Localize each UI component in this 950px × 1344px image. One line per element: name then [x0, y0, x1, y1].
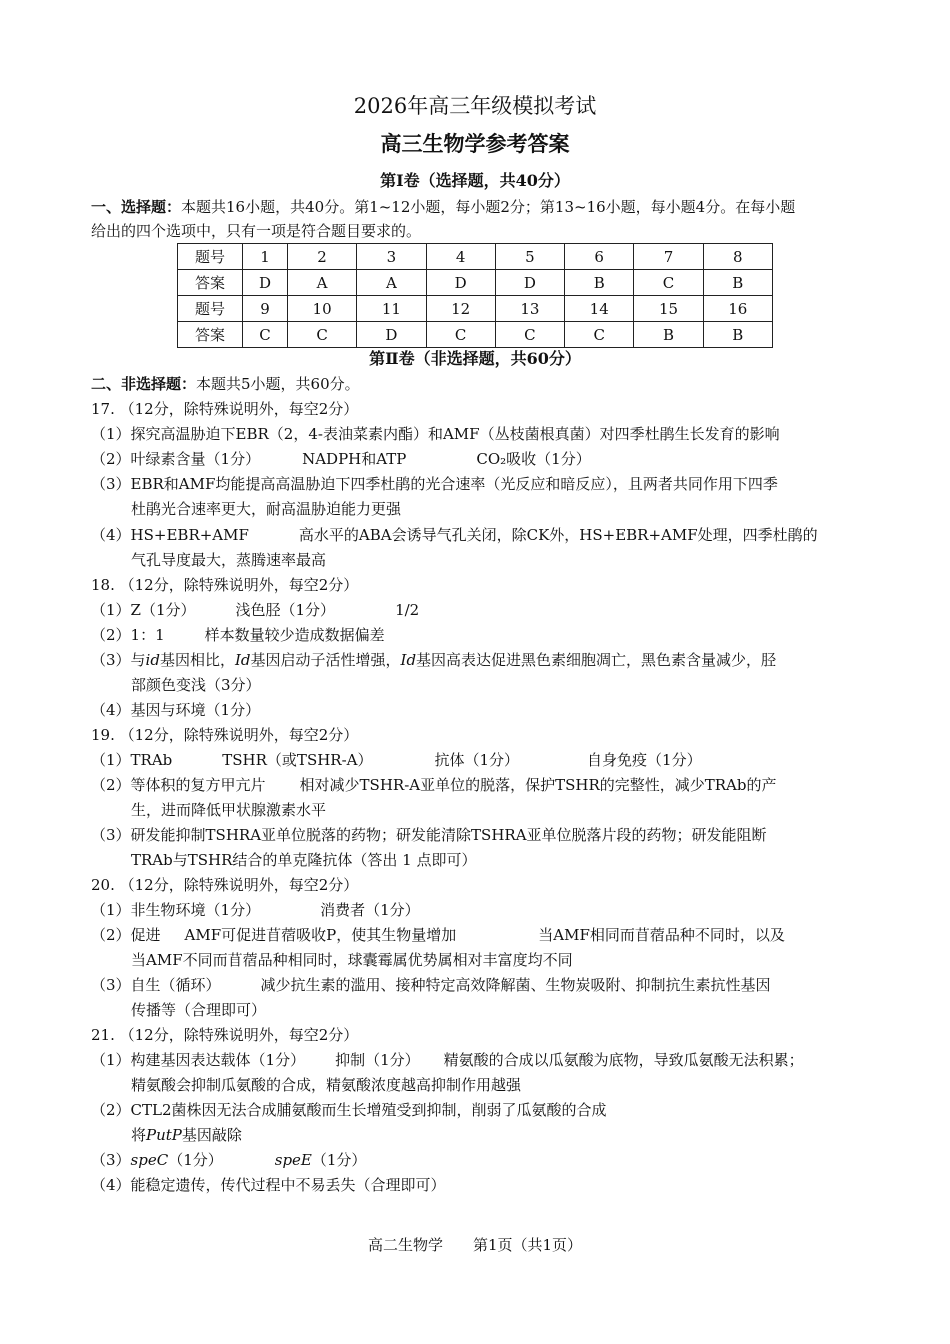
- q21-answer-1-part: 精氨酸的合成以瓜氨酸为底物，导致瓜氨酸无法积累；: [443, 1051, 804, 1069]
- q17-answer-3-line1: （3）EBR和AMF均能提高高温胁迫下四季杜鹃的光合速率（光反应和暗反应），且两者共同作用下四季: [91, 475, 778, 493]
- q17-answer-4-line2: 气孔导度最大，蒸腾速率最高: [131, 551, 327, 569]
- q18-text: 基因启动子活性增强，: [250, 651, 401, 669]
- table-cell: B: [703, 270, 772, 296]
- q18-text: （3）与: [91, 651, 146, 669]
- section1-line1: [91, 197, 795, 217]
- q19-answer-2-line2: 生，进而降低甲状腺激素水平: [131, 801, 327, 819]
- q21-answer-2-line1: （2）CTL2菌株因无法合成脯氨酸而生长增殖受到抑制，削弱了瓜氨酸的合成: [91, 1101, 607, 1119]
- q17-answer-2-part: （2）叶绿素含量（1分）: [91, 450, 261, 468]
- gene-PutP-italic: PutP: [146, 1126, 182, 1144]
- q17-answer-3-line2: 杜鹃光合速率更大，耐高温胁迫能力更强: [131, 500, 402, 518]
- q21-answer-4: （4）能稳定遗传，传代过程中不易丢失（合理即可）: [91, 1176, 446, 1194]
- table-cell: 12: [426, 296, 495, 322]
- table-row: [178, 244, 773, 270]
- table-cell: 7: [634, 244, 703, 270]
- q21-answer-2-line2: [131, 1125, 242, 1145]
- table-cell: C: [287, 322, 356, 348]
- answer-title: 高三生物学参考答案: [380, 131, 570, 156]
- section1-label: 一、选择题：: [91, 198, 182, 216]
- q20-answer-3-part: （3）自生（循环）: [91, 976, 221, 994]
- table-cell: B: [703, 322, 772, 348]
- q18-answer-2-part: 样本数量较少造成数据偏差: [204, 626, 385, 644]
- q19-answer-1-part: 自身免疫（1分）: [587, 751, 702, 769]
- q21-answer-1-line1: [91, 1050, 804, 1070]
- q20-answer-2-part: AMF可促进苜蓿吸收P，使其生物量增加: [184, 926, 457, 944]
- q18-head: 18. （12分，除特殊说明外，每空2分）: [91, 576, 359, 594]
- q20-answer-2-line2: 当AMF不同而苜蓿品种相同时，球囊霉属优势属相对丰富度均不同: [131, 951, 573, 969]
- q19-answer-2-line1: [91, 775, 777, 795]
- q19-answer-2-part: 相对减少TSHR-A亚单位的脱落，保护TSHR的完整性，减少TRAb的产: [299, 776, 777, 794]
- table-cell: A: [287, 270, 356, 296]
- q20-answer-1-part: （1）非生物环境（1分）: [91, 901, 261, 919]
- page-footer: 高二生物学 第1页（共1页）: [367, 1236, 583, 1254]
- q19-answer-1-part: （1）TRAb: [91, 751, 173, 769]
- section2-line: [91, 374, 360, 394]
- q20-answer-2-part: （2）促进: [91, 926, 161, 944]
- q17-head: 17. （12分，除特殊说明外，每空2分）: [91, 400, 359, 418]
- q20-answer-1-part: 消费者（1分）: [320, 901, 420, 919]
- q17-answer-2-part: CO₂吸收（1分）: [476, 450, 591, 468]
- q21-answer-1-line2: 精氨酸会抑制瓜氨酸的合成，精氨酸浓度越高抑制作用越强: [131, 1076, 522, 1094]
- q17-answer-4-part: （4）HS+EBR+AMF: [91, 526, 249, 544]
- table-cell: 16: [703, 296, 772, 322]
- q17-answer-4-line1: [91, 525, 818, 545]
- q21-text: （1分）: [311, 1151, 367, 1169]
- q20-answer-3-line1: [91, 975, 771, 995]
- section2-desc: 本题共5小题，共60分。: [196, 375, 360, 393]
- table-cell: 9: [243, 296, 288, 322]
- table-cell: 8: [703, 244, 772, 270]
- q20-answer-2-line1: [91, 925, 785, 945]
- q17-answer-2: [91, 449, 591, 469]
- answer-table: [177, 243, 773, 348]
- table-cell: C: [243, 322, 288, 348]
- table-cell: 14: [565, 296, 634, 322]
- q18-answer-1: [91, 600, 419, 620]
- q19-answer-1: [91, 750, 702, 770]
- q17-answer-1: （1）探究高温胁迫下EBR（2，4-表油菜素内酯）和AMF（丛枝菌根真菌）对四季杜鹃生长发育的影响: [91, 425, 780, 443]
- q19-answer-1-part: 抗体（1分）: [434, 751, 520, 769]
- section1-desc1: 本题共16小题，共40分。第1~12小题，每小题2分；第13~16小题，每小题4分。在每小题: [181, 198, 796, 216]
- q18-answer-1-part: 浅色胫（1分）: [235, 601, 336, 619]
- q21-text: （3）: [91, 1151, 131, 1169]
- q21-head: 21. （12分，除特殊说明外，每空2分）: [91, 1026, 359, 1044]
- q20-answer-3-part: 减少抗生素的滥用、接种特定高效降解菌、生物炭吸附、抑制抗生素抗性基因: [260, 976, 771, 994]
- q19-answer-3-line1: （3）研发能抑制TSHRA亚单位脱落的药物；研发能清除TSHRA亚单位脱落片段的药物；研发能阻断: [91, 826, 767, 844]
- table-row: [178, 296, 773, 322]
- part2-title: 第Ⅱ卷（非选择题，共60分）: [369, 349, 581, 368]
- exam-title: 2026年高三年级模拟考试: [353, 94, 597, 118]
- table-cell: C: [426, 322, 495, 348]
- gene-Id-italic: Id: [234, 651, 251, 669]
- table-row: [178, 270, 773, 296]
- table-cell: D: [243, 270, 288, 296]
- section1-desc2: 给出的四个选项中，只有一项是符合题目要求的。: [91, 222, 422, 240]
- table-cell: C: [495, 322, 564, 348]
- table-cell: A: [357, 270, 426, 296]
- q19-answer-3-line2: TRAb与TSHR结合的单克隆抗体（答出 1 点即可）: [131, 851, 477, 869]
- gene-Id-italic: Id: [400, 651, 417, 669]
- table-cell: 6: [565, 244, 634, 270]
- q21-answer-1-part: （1）构建基因表达载体（1分）: [91, 1051, 306, 1069]
- table-cell: C: [634, 270, 703, 296]
- q21-answer-1-part: 抑制（1分）: [335, 1051, 420, 1069]
- table-cell: 答案: [178, 270, 243, 296]
- q21-answer-3: [91, 1150, 366, 1170]
- part1-title: 第Ⅰ卷（选择题，共40分）: [380, 171, 570, 190]
- q18-text: 基因高表达促进黑色素细胞凋亡，黑色素含量减少，胫: [416, 651, 777, 669]
- table-cell: D: [357, 322, 426, 348]
- q19-answer-2-part: （2）等体积的复方甲亢片: [91, 776, 266, 794]
- gene-speC-italic: speC: [130, 1151, 169, 1169]
- q20-answer-2-part: 当AMF相同而苜蓿品种不同时，以及: [538, 926, 785, 944]
- q18-text: 基因相比，: [159, 651, 235, 669]
- table-cell: 15: [634, 296, 703, 322]
- table-row: [178, 322, 773, 348]
- table-cell: D: [426, 270, 495, 296]
- gene-speE-italic: speE: [274, 1151, 312, 1169]
- table-cell: B: [565, 270, 634, 296]
- q19-head: 19. （12分，除特殊说明外，每空2分）: [91, 726, 359, 744]
- table-cell: B: [634, 322, 703, 348]
- q20-answer-1: [91, 900, 420, 920]
- table-cell: 答案: [178, 322, 243, 348]
- table-cell: 11: [357, 296, 426, 322]
- table-cell: 4: [426, 244, 495, 270]
- q17-answer-2-part: NADPH和ATP: [302, 450, 407, 468]
- table-cell: 1: [243, 244, 288, 270]
- q20-head: 20. （12分，除特殊说明外，每空2分）: [91, 876, 359, 894]
- table-cell: 题号: [178, 244, 243, 270]
- table-cell: 10: [287, 296, 356, 322]
- q18-answer-1-part: 1/2: [395, 601, 420, 619]
- table-cell: 3: [357, 244, 426, 270]
- table-cell: 题号: [178, 296, 243, 322]
- q21-text: 将: [131, 1126, 147, 1144]
- q19-answer-1-part: TSHR（或TSHR-A）: [222, 751, 373, 769]
- table-cell: C: [565, 322, 634, 348]
- section2-label: 二、非选择题：: [91, 375, 197, 393]
- q20-answer-3-line2: 传播等（合理即可）: [131, 1001, 267, 1019]
- q18-answer-2-part: （2）1：1: [91, 626, 165, 644]
- q17-answer-4-part: 高水平的ABA会诱导气孔关闭，除CK外，HS+EBR+AMF处理，四季杜鹃的: [298, 526, 818, 544]
- table-cell: 2: [287, 244, 356, 270]
- table-cell: D: [495, 270, 564, 296]
- q18-answer-3-line2: 部颜色变浅（3分）: [131, 676, 261, 694]
- q21-text: 基因敲除: [181, 1126, 242, 1144]
- q18-answer-3-line1: [91, 650, 776, 670]
- q18-answer-4: （4）基因与环境（1分）: [91, 701, 261, 719]
- q21-text: （1分）: [168, 1151, 223, 1169]
- table-cell: 13: [495, 296, 564, 322]
- table-cell: 5: [495, 244, 564, 270]
- q18-answer-1-part: （1）Z（1分）: [91, 601, 196, 619]
- q18-answer-2: [91, 625, 385, 645]
- gene-id-italic: id: [145, 651, 160, 669]
